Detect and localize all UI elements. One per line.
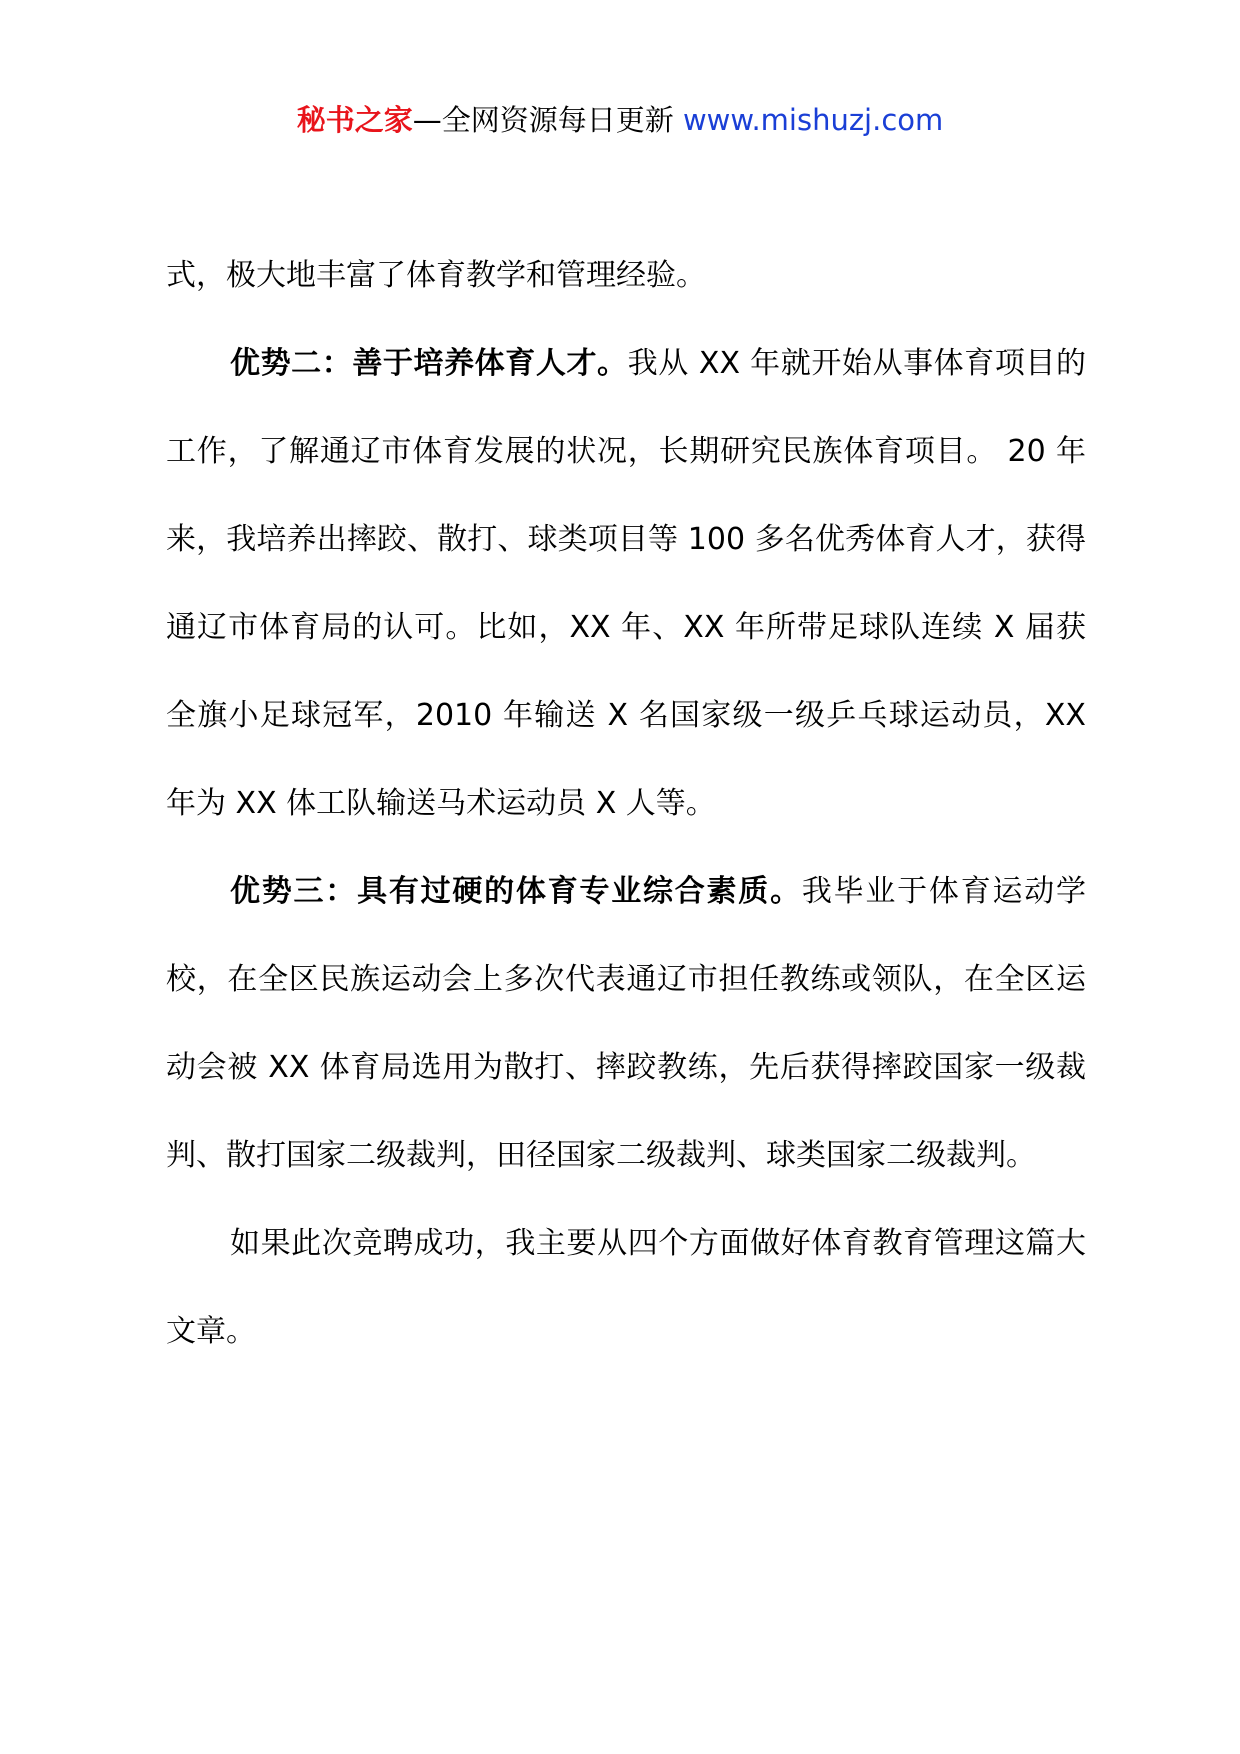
- paragraph-text: 如果此次竞聘成功，我主要从四个方面做好体育教育管理这篇大文章。: [166, 1226, 1086, 1349]
- paragraph-closing: [166, 1200, 1086, 1376]
- paragraph-advantage-three: [166, 848, 1086, 1200]
- paragraph-text: 我毕业于体育运动学校，在全区民族运动会上多次代表通辽市担任教练或领队，在全区运动会被 XX 体育局选用为散打、摔跤教练，先后获得摔跤国家一级裁判、散打国家二级裁判，田径国家二级裁判、球类国家二级裁判。: [166, 874, 1087, 1173]
- paragraph-heading: 优势二：善于培养体育人才。: [230, 346, 628, 381]
- document-body: [166, 232, 1086, 1376]
- site-url-link[interactable]: www.mishuzj.com: [682, 103, 944, 137]
- paragraph-continuation: [166, 232, 1086, 320]
- site-brand: 秘书之家: [296, 103, 413, 137]
- site-tagline: —全网资源每日更新: [412, 103, 674, 137]
- paragraph-advantage-two: [166, 320, 1086, 848]
- page-header: [0, 100, 1240, 140]
- paragraph-heading: 优势三：具有过硬的体育专业综合素质。: [230, 874, 802, 909]
- paragraph-text: 式，极大地丰富了体育教学和管理经验。: [166, 258, 706, 293]
- paragraph-text: 我从 XX 年就开始从事体育项目的工作，了解通辽市体育发展的状况，长期研究民族体育项目。 20 年来，我培养出摔跤、散打、球类项目等 100 多名优秀体育人才，获得通辽市体育局的认可。比如，XX 年、XX 年所带足球队连续 X 届获全旗小足球冠军，2010 年输送 X 名国家级一级乒乓球运动员，XX 年为 XX 体工队输送马术运动员 X 人等。: [166, 346, 1086, 821]
